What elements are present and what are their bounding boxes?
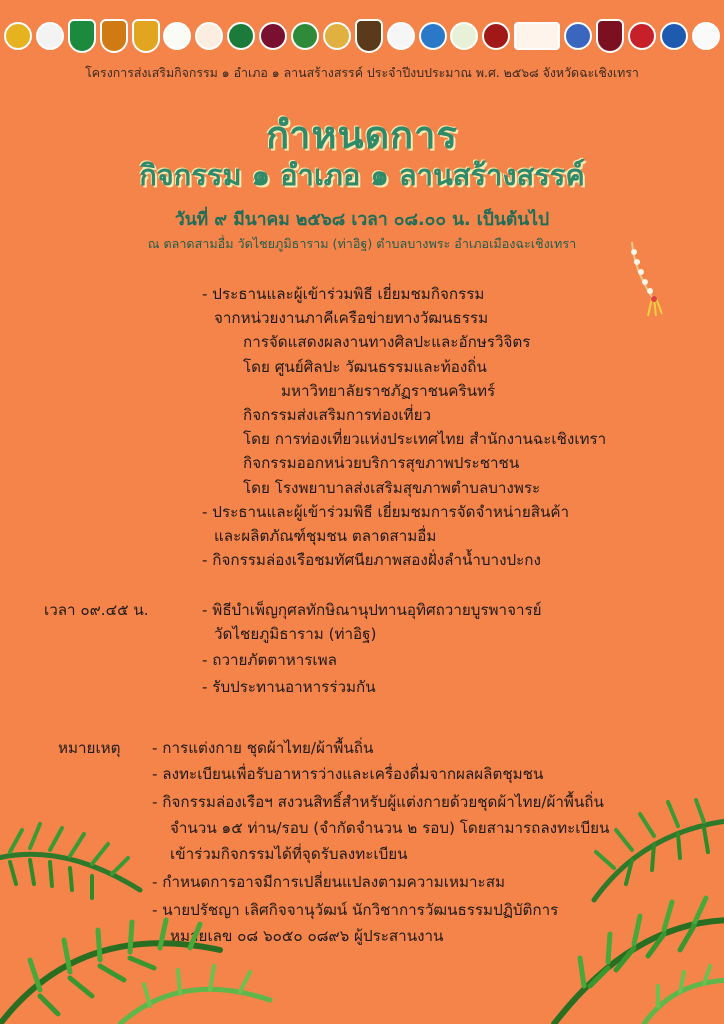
partner-logo-11 [323, 22, 351, 50]
event-venue: ณ ตลาดสามอื่ม วัดไชยภูมิธาราม (ท่าอิฐ) ตำบลบางพระ อำเภอเมืองฉะเชิงเทรา [147, 236, 577, 251]
partner-logo-5 [132, 19, 160, 53]
schedule-line: - ประธานและผู้เข้าร่วมพิธี เยี่ยมชมการจัดจำหน่ายสินค้า [202, 503, 570, 521]
notes-title: หมายเหตุ [58, 739, 121, 757]
schedule-line: กิจกรรมส่งเสริมการท่องเที่ยว [243, 406, 431, 424]
schedule-line: กิจกรรมออกหน่วยบริการสุขภาพประชาชน [243, 454, 520, 472]
note-line: - นายปรัชญา เลิศกิจจานุวัฒน์ นักวิชาการวัฒนธรรมปฏิบัติการ [152, 901, 559, 919]
schedule-line: จากหน่วยงานภาคีเครือข่ายทางวัฒนธรรม [214, 309, 489, 327]
partner-logo-15 [450, 22, 478, 50]
schedule-line: - รับประทานอาหารร่วมกัน [202, 678, 376, 696]
schedule-line: - ประธานและผู้เข้าร่วมพิธี เยี่ยมชมกิจกรรม [202, 285, 485, 303]
schedule-line: โดย ศูนย์ศิลปะ วัฒนธรรมและท้องถิ่น [243, 358, 487, 376]
palm-leaves-right-icon [444, 780, 724, 1024]
partner-logo-14 [419, 22, 447, 50]
note-line: - ลงทะเบียนเพื่อรับอาหารว่างและเครื่องดื่มจากผลผลิตชุมชน [152, 765, 544, 783]
partner-logo-22 [692, 22, 720, 50]
partner-logo-9 [259, 22, 287, 50]
palm-leaves-left-icon [0, 800, 280, 1024]
schedule-line: มหาวิทยาลัยราชภัฏราชนครินทร์ [281, 382, 496, 400]
schedule-line: - พิธีบำเพ็ญกุศลทักษิณานุปทานอุทิศถวายบูรพาจารย์ [202, 601, 542, 619]
schedule-line: - กิจกรรมล่องเรือชมทัศนียภาพสองฝั่งลำน้ำบางปะกง [202, 551, 541, 569]
note-line: จำนวน ๑๕ ท่าน/รอบ (จำกัดจำนวน ๒ รอบ) โดยสามารถลงทะเบียน [170, 819, 610, 837]
partner-logo-1 [4, 22, 32, 50]
partner-logo-strip [4, 14, 720, 58]
note-line: เข้าร่วมกิจกรรมได้ที่จุดรับลงทะเบียน [170, 845, 408, 863]
schedule-line: และผลิตภัณฑ์ชุมชน ตลาดสามอื่ม [214, 527, 437, 545]
note-line: - การแต่งกาย ชุดผ้าไทย/ผ้าพื้นถิ่น [152, 739, 374, 757]
partner-logo-7 [195, 22, 223, 50]
project-line: โครงการส่งเสริมกิจกรรม ๑ อำเภอ ๑ ลานสร้างสรรค์ ประจำปีงบประมาณ พ.ศ. ๒๕๖๘ จังหวัดฉะเชิงเทรา [85, 65, 639, 80]
note-line: หมายเลข ๐๘ ๖๐๕๐ ๐๘๙๖ ผู้ประสานงาน [170, 927, 444, 945]
partner-logo-13 [387, 22, 415, 50]
partner-logo-8 [227, 22, 255, 50]
page-subtitle: กิจกรรม ๑ อำเภอ ๑ ลานสร้างสรรค์ [139, 158, 585, 192]
note-line: - กิจกรรมล่องเรือฯ สงวนสิทธิ์สำหรับผู้แต่งกายด้วยชุดผ้าไทย/ผ้าพื้นถิ่น [152, 793, 604, 811]
schedule-line: โดย การท่องเที่ยวแห่งประเทศไทย สำนักงานฉะเชิงเทรา [243, 430, 607, 448]
page-title: กำหนดการ [266, 112, 458, 157]
partner-logo-6 [163, 22, 191, 50]
partner-logo-4 [100, 19, 128, 53]
partner-logo-3 [68, 19, 96, 53]
flower-garland-icon [628, 238, 668, 318]
schedule-line: - ถวายภัตตาหารเพล [202, 651, 337, 669]
schedule-line: วัดไชยภูมิธาราม (ท่าอิฐ) [214, 625, 377, 643]
partner-logo-2 [36, 22, 64, 50]
event-date: วันที่ ๙ มีนาคม ๒๕๖๘ เวลา ๐๘.๐๐ น. เป็นต้นไป [174, 210, 550, 230]
partner-logo-10 [291, 22, 319, 50]
schedule-line: โดย โรงพยาบาลส่งเสริมสุขภาพตำบลบางพระ [243, 479, 541, 497]
note-line: - กำหนดการอาจมีการเปลี่ยนแปลงตามความเหมาะสม [152, 873, 505, 891]
partner-logo-16 [482, 22, 510, 50]
partner-logo-12 [355, 19, 383, 53]
partner-logo-17-amazing-thailand [514, 22, 560, 50]
partner-logo-19 [596, 19, 624, 53]
time-label: เวลา ๐๙.๔๕ น. [44, 601, 149, 619]
partner-logo-18 [564, 22, 592, 50]
schedule-line: การจัดแสดงผลงานทางศิลปะและอักษรวิจิตร [243, 333, 531, 351]
partner-logo-21 [660, 22, 688, 50]
partner-logo-20 [628, 22, 656, 50]
